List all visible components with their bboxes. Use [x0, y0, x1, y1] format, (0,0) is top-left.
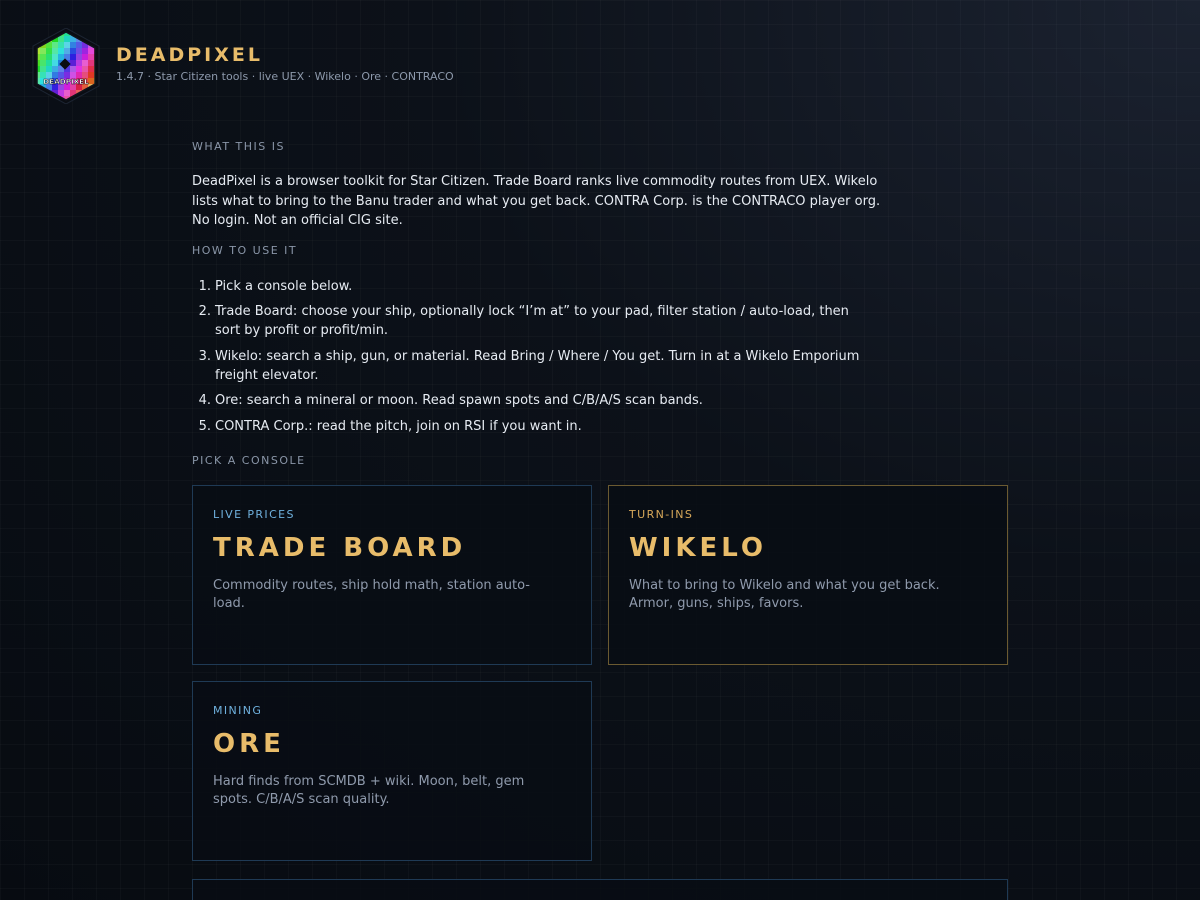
list-item: [192, 277, 872, 296]
step-text: CONTRA Corp.: read the pitch, join on RSI if you want in.: [215, 418, 582, 434]
logo-pixel: [46, 54, 52, 60]
logo-pixel: [94, 36, 100, 42]
logo-pixel: [46, 30, 52, 36]
logo-pixel: [88, 48, 94, 54]
step-number: 2.: [198, 304, 211, 319]
intro-paragraph: DeadPixel is a browser toolkit for Star Citizen. Trade Board ranks live commodity routes from UEX. Wikelo lists what to bring to the Banu trader and what you get back. CONTRA Corp. is the CONTRACO player org. No login. Not an official CIG site.: [192, 174, 881, 228]
section-heading-what-this-is: WHAT THIS IS: [192, 140, 285, 153]
logo-pixel: [88, 60, 94, 66]
list-item: [192, 347, 872, 385]
step-number: 4.: [198, 393, 211, 408]
list-item: [192, 417, 872, 436]
logo-pixel: [52, 66, 58, 72]
logo-pixel: [76, 60, 82, 66]
step-text: Ore: search a mineral or moon. Read spawn spots and C/B/A/S scan bands.: [215, 393, 703, 408]
logo-pixel: [82, 66, 88, 72]
logo-pixel: [52, 42, 58, 48]
logo-pixel: [52, 60, 58, 66]
logo-pixel: [58, 48, 64, 54]
card-kicker: MINING: [213, 703, 263, 717]
brand-block: [116, 43, 454, 83]
console-grid: [192, 485, 1008, 861]
logo-pixel: [88, 96, 94, 102]
contra-corp-card[interactable]: [192, 879, 1008, 900]
logo-pixel: [70, 42, 76, 48]
logo-pixel: [88, 78, 94, 84]
card-title: TRADE BOARD: [213, 532, 467, 563]
logo-pixel: [94, 90, 100, 96]
card-kicker: TURN-INS: [629, 507, 694, 521]
logo-pixel: [40, 66, 46, 72]
step-text: Wikelo: search a ship, gun, or material. Read Bring / Where / You get. Turn in at a Wikelo Emporium freight elevator.: [215, 348, 860, 383]
logo-pixel: [34, 96, 40, 102]
steps-list: [192, 277, 872, 436]
logo-pixel: [94, 30, 100, 36]
ore-card[interactable]: [192, 681, 592, 861]
logo-pixel: [34, 30, 40, 36]
trade-board-card[interactable]: [192, 485, 592, 665]
logo-pixel: [58, 90, 64, 96]
logo-pixel: [64, 48, 70, 54]
card-title: ORE: [213, 728, 285, 759]
card-description: Hard finds from SCMDB + wiki. Moon, belt, gem spots. C/B/A/S scan quality.: [213, 773, 525, 807]
deadpixel-logo-icon[interactable]: [28, 28, 104, 104]
logo-pixel: [58, 54, 64, 60]
logo-pixel: [46, 66, 52, 72]
logo-pixel: [82, 48, 88, 54]
logo-pixel: [64, 42, 70, 48]
logo-pixel: [70, 48, 76, 54]
card-kicker: LIVE PRICES: [213, 507, 295, 521]
logo-pixel: [88, 54, 94, 60]
logo-pixel: [40, 30, 46, 36]
logo-pixel: [40, 54, 46, 60]
app-subtitle: 1.4.7 · Star Citizen tools · live UEX · Wikelo · Ore · CONTRACO: [116, 70, 454, 83]
card-description: Commodity routes, ship hold math, station auto-load.: [213, 577, 530, 611]
logo-pixel: [40, 60, 46, 66]
logo-text: DEADPIXEL: [43, 77, 89, 86]
list-item: [192, 302, 872, 340]
step-number: 3.: [198, 348, 211, 364]
logo-pixel: [40, 96, 46, 102]
logo-pixel: [76, 42, 82, 48]
logo-pixel: [70, 54, 76, 60]
logo-pixel: [40, 48, 46, 54]
logo-pixel: [34, 36, 40, 42]
logo-pixel: [88, 30, 94, 36]
card-title: WIKELO: [629, 532, 768, 563]
logo-pixel: [34, 90, 40, 96]
section-heading-how-to-use: HOW TO USE IT: [192, 243, 298, 257]
logo-pixel: [46, 60, 52, 66]
card-description: What to bring to Wikelo and what you get back. Armor, guns, ships, favors.: [629, 577, 940, 611]
logo-pixel: [46, 96, 52, 102]
logo-pixel: [70, 60, 76, 66]
logo-pixel: [76, 48, 82, 54]
logo-pixel: [82, 96, 88, 102]
list-item: [192, 391, 872, 410]
step-text: Pick a console below.: [215, 278, 353, 294]
logo-pixel: [58, 36, 64, 42]
app-title[interactable]: DEADPIXEL: [116, 44, 263, 66]
step-text: Trade Board: choose your ship, optionally lock “I’m at” to your pad, filter station / auto-load, then sort by profit or profit/min.: [215, 304, 849, 338]
logo-pixel: [46, 48, 52, 54]
logo-pixel: [76, 66, 82, 72]
logo-pixel: [52, 54, 58, 60]
app-header: [28, 28, 454, 104]
logo-pixel: [58, 42, 64, 48]
logo-pixel: [76, 54, 82, 60]
logo-pixel: [64, 36, 70, 42]
logo-pixel: [70, 66, 76, 72]
logo-pixel: [64, 90, 70, 96]
logo-pixel: [94, 96, 100, 102]
step-number: 5.: [198, 418, 211, 434]
section-heading-pick-console: PICK A CONSOLE: [192, 453, 306, 467]
step-number: 1.: [198, 278, 211, 294]
logo-pixel: [82, 30, 88, 36]
logo-pixel: [52, 48, 58, 54]
logo-pixel: [82, 54, 88, 60]
logo-pixel: [82, 60, 88, 66]
logo-pixel: [88, 66, 94, 72]
logo-pixel: [88, 72, 94, 78]
main-content: [192, 140, 1008, 861]
wikelo-card[interactable]: [608, 485, 1008, 665]
